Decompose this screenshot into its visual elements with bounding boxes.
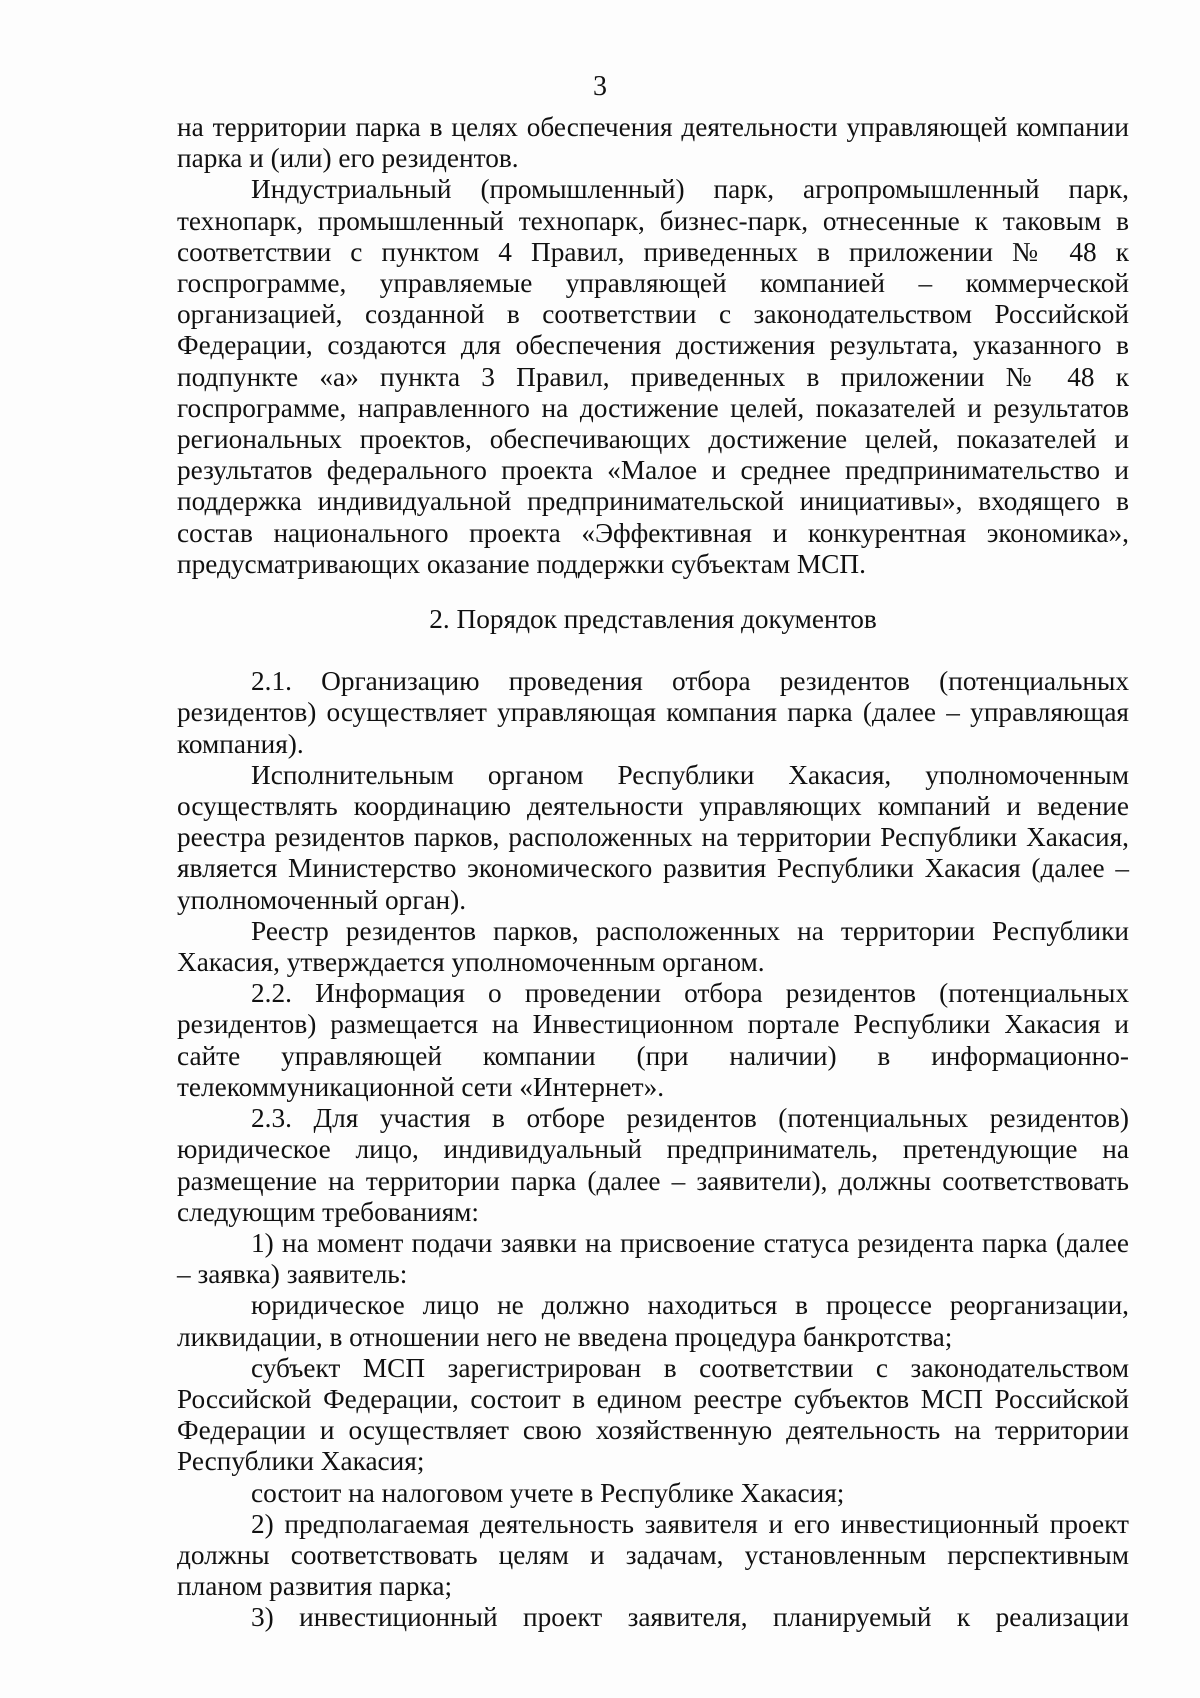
paragraph-2-3: 2.3. Для участия в отборе резидентов (потенциальных резидентов) юридическое лицо, индивидуальный предприниматель, претендующие на размещение на территории парка (далее – заявители), должны соответствовать следующим требованиям: xyxy=(177,1103,1129,1227)
paragraph-continuation: на территории парка в целях обеспечения деятельности управляющей компании парка и (или) его резидентов. xyxy=(177,112,1129,174)
paragraph-2-2: 2.2. Информация о проведении отбора резидентов (потенциальных резидентов) размещается на Инвестиционном портале Республики Хакасия и сайте управляющей компании (при наличии) в информационно-телекоммуникационной сети «Интернет». xyxy=(177,978,1129,1102)
section-heading: 2. Порядок представления документов xyxy=(429,604,877,635)
document-body xyxy=(177,112,1129,1634)
list-subitem-tax-registration: состоит на налоговом учете в Республике Хакасия; xyxy=(251,1477,845,1508)
list-subitem-msp-subject: субъект МСП зарегистрирован в соответствии с законодательством Российской Федерации, состоит в едином реестре субъектов МСП Российской Федерации и осуществляет свою хозяйственную деятельность на территории Республики Хакасия; xyxy=(177,1352,1129,1477)
paragraph-executive-body: Исполнительным органом Республики Хакасия, уполномоченным осуществлять координацию деятельности управляющих компаний и ведение реестра резидентов парков, расположенных на территории Республики Хакасия, является Министерство экономического развития Республики Хакасия (далее – уполномоченный орган). xyxy=(177,759,1129,915)
page-number: 3 xyxy=(593,71,607,102)
list-item-2: 2) предполагаемая деятельность заявителя и его инвестиционный проект должны соответствовать целям и задачам, установленным перспективным планом развития парка; xyxy=(177,1508,1129,1602)
list-subitem-legal-entity: юридическое лицо не должно находиться в процессе реорганизации, ликвидации, в отношении него не введена процедура банкротства; xyxy=(177,1290,1129,1352)
list-item-1: 1) на момент подачи заявки на присвоение статуса резидента парка (далее – заявка) заявитель: xyxy=(177,1227,1129,1290)
list-item-3: 3) инвестиционный проект заявителя, планируемый к реализации xyxy=(251,1602,1129,1633)
paragraph-2-1: 2.1. Организацию проведения отбора резидентов (потенциальных резидентов) осуществляет управляющая компания парка (далее – управляющая компания). xyxy=(177,666,1129,759)
paragraph-industrial-park: Индустриальный (промышленный) парк, агропромышленный парк, технопарк, промышленный технопарк, бизнес-парк, отнесенные к таковым в соответствии с пунктом 4 Правил, приведенных в приложении № 48 к госпрограмме, управляемые управляющей компанией – коммерческой организацией, созданной в соответствии с законодательством Российской Федерации, создаются для обеспечения достижения результата, указанного в подпункте «а» пункта 3 Правил, приведенных в приложении № 48 к госпрограмме, направленного на достижение целей, показателей и результатов региональных проектов, обеспечивающих достижение целей, показателей и результатов федерального проекта «Малое и среднее предпринимательство и поддержка индивидуальной предпринимательской инициативы», входящего в состав национального проекта «Эффективная и конкурентная экономика», предусматривающих оказание поддержки субъектам МСП. xyxy=(177,174,1129,579)
paragraph-registry: Реестр резидентов парков, расположенных на территории Республики Хакасия, утверждается уполномоченным органом. xyxy=(177,915,1129,978)
